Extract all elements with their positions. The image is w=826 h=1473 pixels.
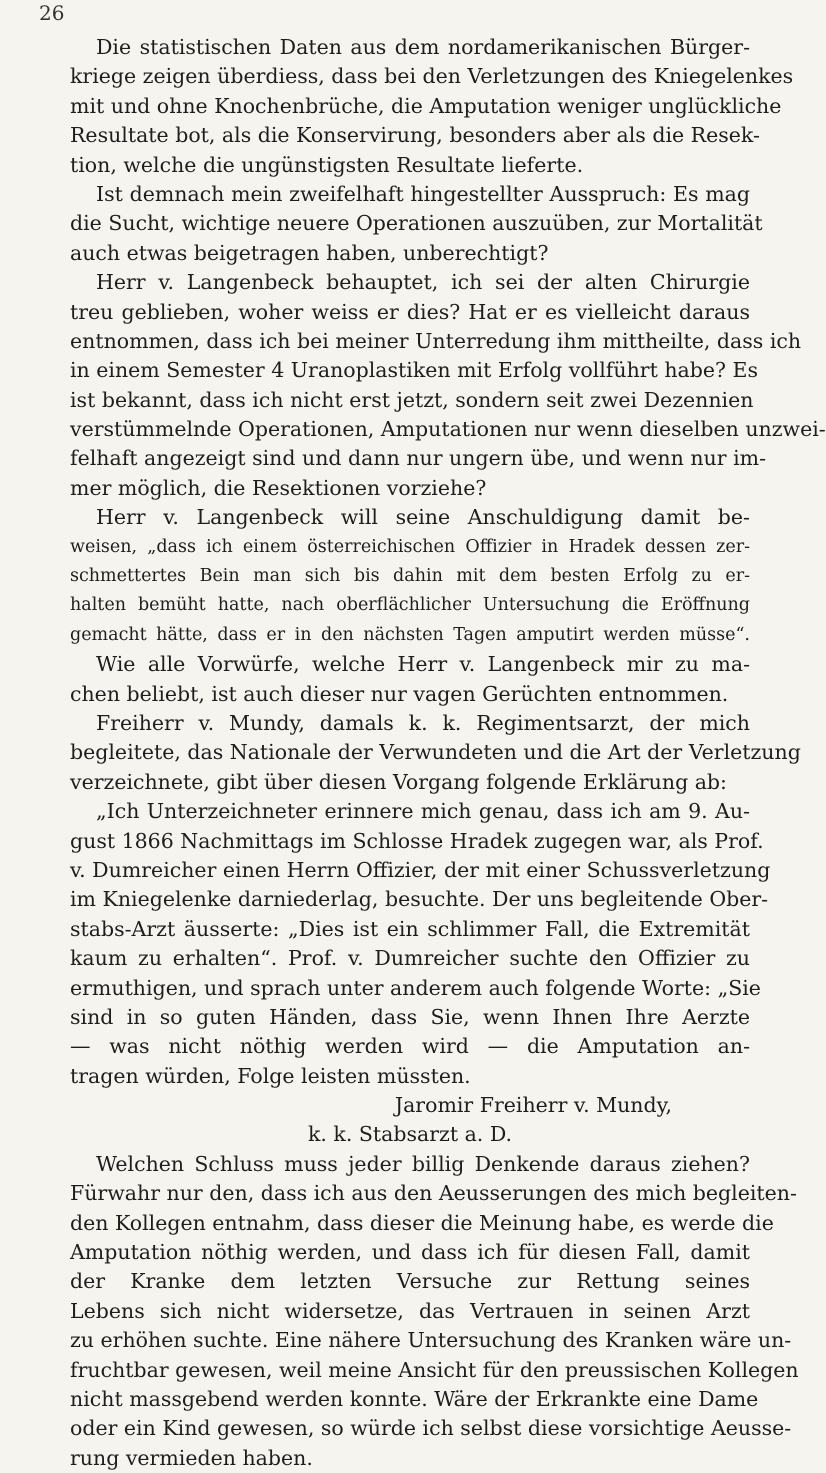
text-line: nicht massgebend werden konnte. Wäre der Erkrankte eine Dame: [70, 1386, 759, 1411]
text-line: tion, welche die ungünstigsten Resultate lieferte.: [70, 152, 584, 177]
text-line: v. Dumreicher einen Herrn Offizier, der mit einer Schussverletzung: [70, 857, 771, 882]
text-line: k. k. Stabsarzt a. D.: [307, 1122, 513, 1147]
text-line: „Ich Unterzeichneter erinnere mich genau, dass ich am 9. Au-: [96, 799, 750, 824]
text-line: ist bekannt, dass ich nicht erst jetzt, sondern seit zwei Dezennien: [70, 387, 754, 412]
text-line: Resultate bot, als die Konservirung, besonders aber als die Resek-: [70, 123, 760, 148]
text-line: ermuthigen, und sprach unter anderem auch folgende Worte: „Sie: [70, 975, 761, 1000]
page-number: 26: [39, 1, 65, 25]
text-line: kaum zu erhalten“. Prof. v. Dumreicher suchte den Offizier zu: [70, 946, 750, 971]
text-line: in einem Semester 4 Uranoplastiken mit Erfolg vollführt habe? Es: [70, 358, 758, 383]
text-line: Amputation nöthig werden, und dass ich für diesen Fall, damit: [70, 1240, 750, 1265]
text-line: Herr v. Langenbeck will seine Anschuldigung damit be-: [96, 505, 750, 530]
text-line: Herr v. Langenbeck behauptet, ich sei der alten Chirurgie: [96, 270, 750, 295]
text-line: mit und ohne Knochenbrüche, die Amputation weniger unglückliche: [70, 93, 782, 118]
text-line: Wie alle Vorwürfe, welche Herr v. Langenbeck mir zu ma-: [96, 652, 750, 677]
text-line: rung vermieden haben.: [70, 1445, 313, 1470]
text-line: Lebens sich nicht widersetze, das Vertrauen in seinen Arzt: [70, 1298, 750, 1323]
text-line: Welchen Schluss muss jeder billig Denkende daraus ziehen?: [96, 1151, 750, 1176]
text-line: entnommen, dass ich bei meiner Unterredung ihm mittheilte, dass ich: [70, 328, 802, 353]
body-text: [70, 33, 826, 1473]
text-line: der Kranke dem letzten Versuche zur Rettung seines: [70, 1269, 750, 1294]
text-line: begleitete, das Nationale der Verwundeten und die Art der Verletzung: [70, 740, 801, 765]
text-line: verstümmelnde Operationen, Amputationen nur wenn dieselben unzwei-: [70, 417, 826, 442]
text-line: Fürwahr nur den, dass ich aus den Aeusserungen des mich begleiten-: [70, 1181, 797, 1206]
text-line: oder ein Kind gewesen, so würde ich selbst diese vorsichtige Aeusse-: [70, 1416, 792, 1441]
text-line: Ist demnach mein zweifelhaft hingestellter Ausspruch: Es mag: [96, 181, 750, 206]
text-line: treu geblieben, woher weiss er dies? Hat er es vielleicht daraus: [70, 299, 750, 324]
text-line: stabs-Arzt äusserte: „Dies ist ein schlimmer Fall, die Extremität: [70, 916, 750, 941]
text-line: weisen, „dass ich einem österreichischen Offizier in Hradek dessen zer-: [70, 536, 750, 557]
text-line: verzeichnete, gibt über diesen Vorgang folgende Erklärung ab:: [70, 769, 727, 794]
text-line: halten bemüht hatte, nach oberflächlicher Untersuchung die Eröffnung: [70, 595, 750, 616]
text-line: schmettertes Bein man sich bis dahin mit dem besten Erfolg zu er-: [70, 566, 750, 587]
text-line: kriege zeigen überdiess, dass bei den Verletzungen des Kniegelenkes: [70, 64, 794, 89]
text-line: felhaft angezeigt sind und dann nur ungern übe, und wenn nur im-: [70, 446, 766, 471]
text-line: Jaromir Freiherr v. Mundy,: [394, 1093, 672, 1118]
text-line: gemacht hätte, dass er in den nächsten Tagen amputirt werden müsse“.: [70, 624, 750, 645]
text-line: auch etwas beigetragen haben, unberechtigt?: [70, 240, 549, 265]
text-line: — was nicht nöthig werden wird — die Amputation an-: [70, 1034, 750, 1059]
text-line: den Kollegen entnahm, dass dieser die Meinung habe, es werde die: [70, 1210, 774, 1235]
text-line: Freiherr v. Mundy, damals k. k. Regimentsarzt, der mich: [96, 710, 750, 735]
text-line: chen beliebt, ist auch dieser nur vagen Gerüchten entnommen.: [70, 681, 729, 706]
text-line: sind in so guten Händen, dass Sie, wenn Ihnen Ihre Aerzte: [70, 1004, 750, 1029]
text-line: mer möglich, die Resektionen vorziehe?: [70, 475, 487, 500]
text-line: im Kniegelenke darniederlag, besuchte. Der uns begleitende Ober-: [70, 887, 769, 912]
text-line: fruchtbar gewesen, weil meine Ansicht für den preussischen Kollegen: [70, 1357, 799, 1382]
text-line: gust 1866 Nachmittags im Schlosse Hradek zugegen war, als Prof.: [70, 828, 764, 853]
text-line: zu erhöhen suchte. Eine nähere Untersuchung des Kranken wäre un-: [70, 1328, 792, 1353]
text-line: tragen würden, Folge leisten müssten.: [70, 1063, 471, 1088]
text-line: Die statistischen Daten aus dem nordamerikanischen Bürger-: [96, 35, 750, 59]
text-line: die Sucht, wichtige neuere Operationen auszuüben, zur Mortalität: [70, 211, 763, 236]
